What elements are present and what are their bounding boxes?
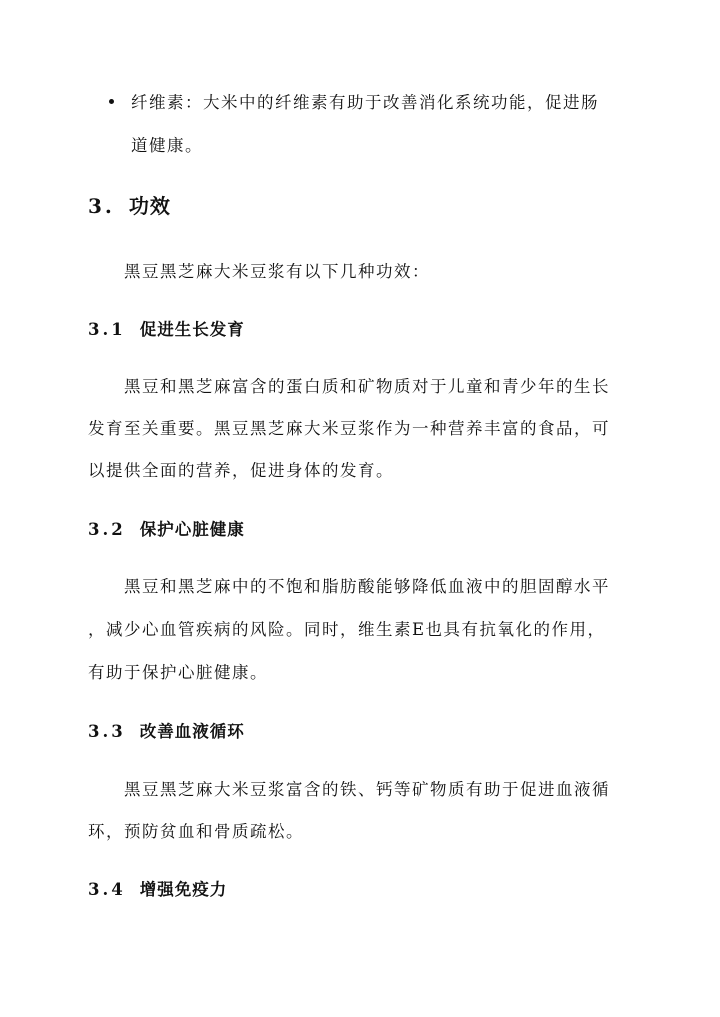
section-intro: 黑豆黑芝麻大米豆浆有以下几种功效：: [124, 262, 430, 281]
bullet-text-line1: 纤维素：大米中的纤维素有助于改善消化系统功能，促进肠: [131, 93, 599, 112]
subsection-number: 3.2: [88, 520, 126, 539]
section-title: 功效: [128, 194, 171, 218]
section-heading-3: [88, 190, 171, 219]
paragraph-line: 环，预防贫血和骨质疏松。: [88, 822, 304, 841]
paragraph-line: ，减少心血管疾病的风险。同时，维生素E也具有抗氧化的作用，: [88, 620, 606, 639]
paragraph-line: 以提供全面的营养，促进身体的发育。: [88, 461, 394, 480]
subsection-heading-3-1: [88, 316, 245, 340]
paragraph-line: 黑豆和黑芝麻富含的蛋白质和矿物质对于儿童和青少年的生长: [124, 377, 610, 396]
paragraph-line: 黑豆和黑芝麻中的不饱和脂肪酸能够降低血液中的胆固醇水平: [124, 577, 610, 596]
subsection-title: 促进生长发育: [139, 320, 245, 339]
subsection-title: 增强免疫力: [139, 880, 228, 899]
subsection-number: 3.1: [88, 320, 126, 339]
paragraph-line: 有助于保护心脏健康。: [88, 663, 268, 682]
section-number: 3.: [88, 194, 115, 218]
subsection-title: 保护心脏健康: [139, 520, 245, 539]
subsection-title: 改善血液循环: [139, 722, 245, 741]
bullet-text-line2: 道健康。: [131, 136, 203, 155]
subsection-number: 3.4: [88, 880, 126, 899]
paragraph-line: 发育至关重要。黑豆黑芝麻大米豆浆作为一种营养丰富的食品，可: [88, 419, 610, 438]
subsection-heading-3-2: [88, 516, 245, 540]
subsection-heading-3-4: [88, 876, 227, 900]
subsection-heading-3-3: [88, 718, 245, 742]
subsection-number: 3.3: [88, 722, 126, 741]
paragraph-line: 黑豆黑芝麻大米豆浆富含的铁、钙等矿物质有助于促进血液循: [124, 780, 610, 799]
bullet-icon: [109, 99, 114, 104]
